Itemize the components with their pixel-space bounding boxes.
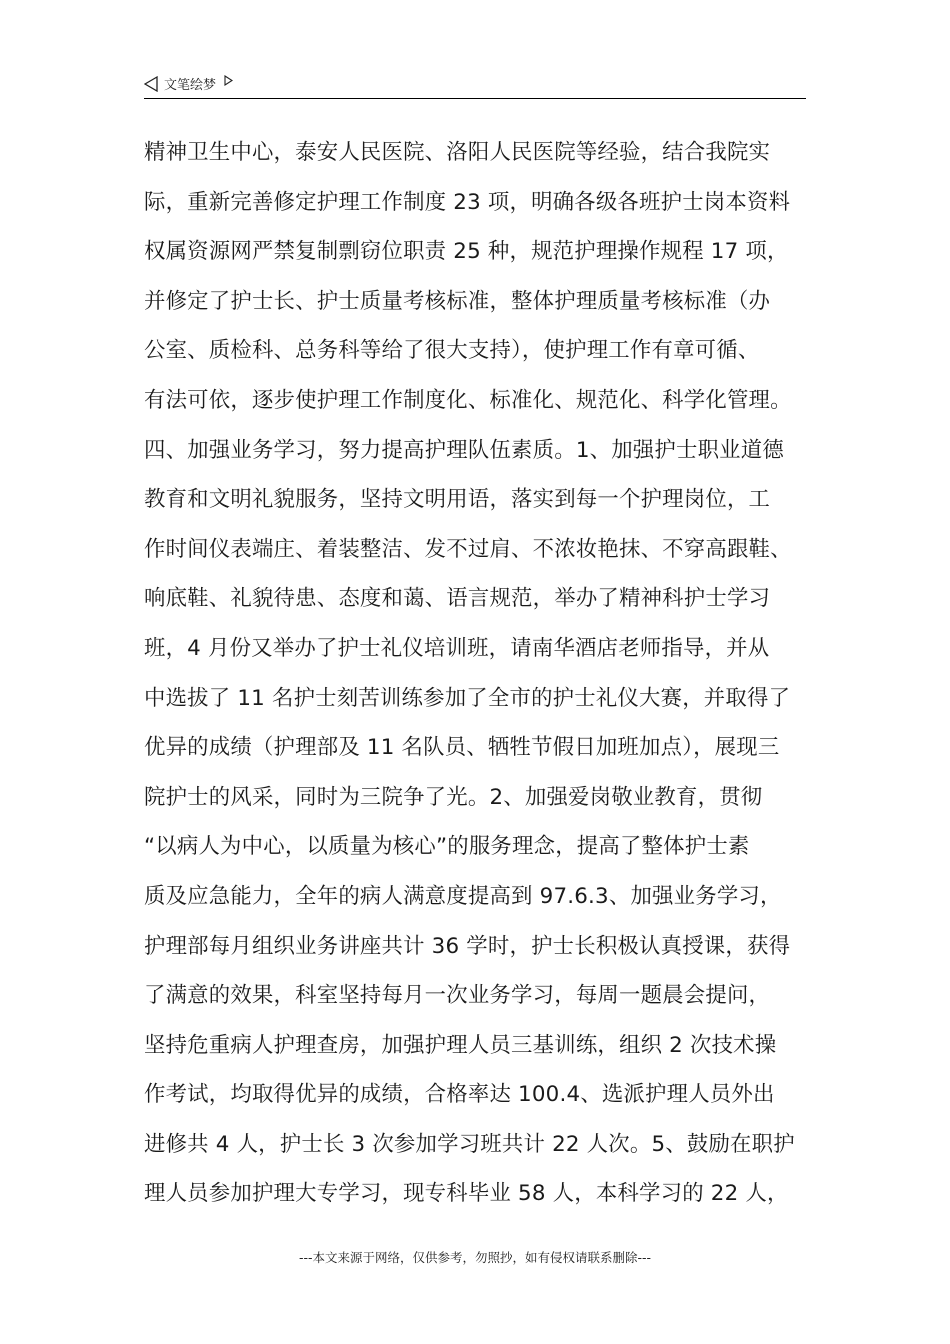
text-line: 班，4 月份又举办了护士礼仪培训班，请南华酒店老师指导，并从: [144, 635, 770, 661]
text-line: 质及应急能力，全年的病人满意度提高到 97.6.3、加强业务学习，: [144, 883, 782, 909]
text-line: 优异的成绩（护理部及 11 名队员、牺牲节假日加班加点），展现三: [144, 735, 780, 761]
text-line: 院护士的风采，同时为三院争了光。2、加强爱岗敬业教育，贯彻: [144, 784, 763, 810]
text-line: 四、加强业务学习，努力提高护理队伍素质。1、加强护士职业道德: [144, 437, 784, 463]
text-line: 护理部每月组织业务讲座共计 36 学时，护士长积极认真授课，获得: [144, 933, 791, 959]
text-line: 权属资源网严禁复制剽窃位职责 25 种，规范护理操作规程 17 项，: [144, 239, 789, 265]
text-line: 了满意的效果，科室坚持每月一次业务学习，每周一题晨会提问，: [144, 983, 771, 1009]
text-line: 理人员参加护理大专学习，现专科毕业 58 人，本科学习的 22 人，: [144, 1181, 789, 1207]
footer-notice: ---本文来源于网络，仅供参考，勿照抄，如有侵权请联系删除---: [298, 1250, 652, 1265]
triangle-left-icon: [144, 76, 158, 92]
text-line: 教育和文明礼貌服务，坚持文明用语，落实到每一个护理岗位，工: [144, 487, 771, 513]
text-line: 精神卫生中心，泰安人民医院、洛阳人民医院等经验，结合我院实: [144, 140, 771, 165]
text-line: 有法可依，逐步使护理工作制度化、标准化、规范化、科学化管理。: [144, 387, 792, 413]
text-line: “以病人为中心，以质量为核心”的服务理念，提高了整体护士素: [144, 834, 750, 860]
triangle-right-icon: [224, 75, 233, 86]
text-line: 并修定了护士长、护士质量考核标准，整体护理质量考核标准（办: [144, 288, 771, 314]
text-line: 进修共 4 人，护士长 3 次参加学习班共计 22 人次。5、鼓励在职护: [144, 1131, 795, 1157]
text-line: 公室、质检科、总务科等给了很大支持），使护理工作有章可循、: [144, 338, 760, 364]
document-body: [144, 128, 844, 1219]
text-line: 作时间仪表端庄、着装整洁、发不过肩、不浓妆艳抹、不穿高跟鞋、: [144, 536, 792, 562]
text-line: 响底鞋、礼貌待患、态度和蔼、语言规范，举办了精神科护士学习: [144, 586, 771, 612]
text-line: 坚持危重病人护理查房，加强护理人员三基训练，组织 2 次技术操: [144, 1032, 777, 1058]
text-line: 际，重新完善修定护理工作制度 23 项，明确各级各班护士岗本资料: [144, 189, 791, 215]
text-line: 作考试，均取得优异的成绩，合格率达 100.4、选派护理人员外出: [144, 1082, 775, 1108]
text-line: 中选拔了 11 名护士刻苦训练参加了全市的护士礼仪大赛，并取得了: [144, 685, 791, 711]
brand-text: 文笔绘梦: [164, 78, 217, 93]
brand: [144, 74, 233, 93]
page-header: [144, 72, 806, 99]
